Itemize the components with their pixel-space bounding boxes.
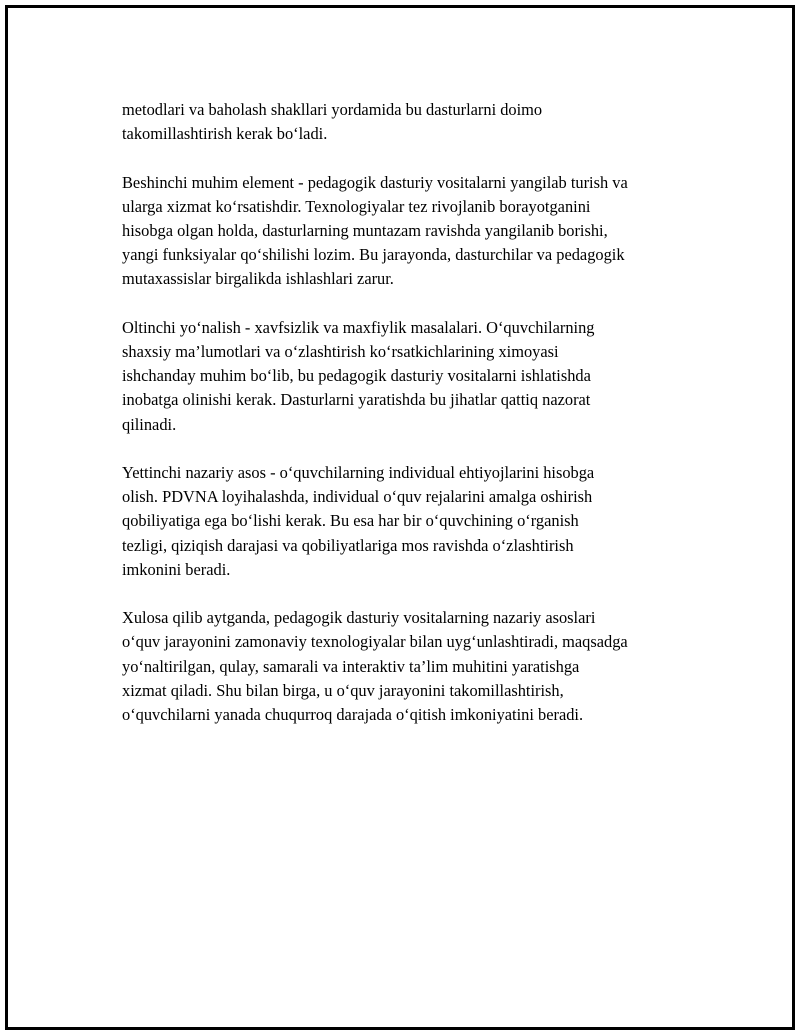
text-line: qilinadi. (122, 414, 177, 434)
text-line: metodlari va baholash shakllari yordamida bu dasturlarni doimo (122, 100, 543, 119)
text-line: mutaxassislar birgalikda ishlashlari zarur. (122, 269, 394, 289)
text-line: inobatga olinishi kerak. Dasturlarni yaratishda bu jihatlar qattiq nazorat (122, 390, 591, 410)
paragraph-seventh-basis (122, 461, 702, 582)
paragraph-methods-continuation (122, 98, 702, 146)
text-line: xizmat qiladi. Shu bilan birga, u o‘quv jarayonini takomillashtirish, (122, 680, 564, 700)
text-line: o‘quvchilarni yanada chuqurroq darajada o‘qitish imkoniyatini beradi. (122, 705, 584, 725)
text-line: qobiliyatiga ega bo‘lishi kerak. Bu esa har bir o‘quvchining o‘rganish (122, 511, 579, 531)
text-line: yangi funksiyalar qo‘shilishi lozim. Bu jarayonda, dasturchilar va pedagogik (122, 245, 625, 265)
text-line: Xulosa qilib aytganda, pedagogik dasturiy vositalarning nazariy asoslari (122, 608, 596, 628)
text-line: ularga xizmat ko‘rsatishdir. Texnologiyalar tez rivojlanib borayotganini (122, 196, 591, 216)
text-line: olish. PDVNA loyihalashda, individual o‘quv rejalarini amalga oshirish (122, 487, 593, 507)
text-line: Yettinchi nazariy asos - o‘quvchilarning individual ehtiyojlarini hisobga (122, 463, 595, 482)
text-line: o‘quv jarayonini zamonaviy texnologiyalar bilan uyg‘unlashtiradi, maqsadga (122, 632, 628, 652)
text-line: tezligi, qiziqish darajasi va qobiliyatlariga mos ravishda o‘zlashtirish (122, 535, 574, 555)
text-line: shaxsiy ma’lumotlari va o‘zlashtirish ko‘rsatkichlarining ximoyasi (122, 342, 559, 361)
paragraph-fifth-element (122, 171, 702, 292)
text-line: yo‘naltirilgan, qulay, samarali va interaktiv ta’lim muhitini yaratishga (122, 656, 580, 676)
text-line: ishchanday muhim bo‘lib, bu pedagogik dasturiy vositalarni ishlatishda (122, 366, 591, 386)
paragraph-sixth-direction (122, 316, 702, 437)
text-line: takomillashtirish kerak bo‘ladi. (122, 124, 328, 144)
paragraph-conclusion (122, 606, 702, 727)
text-line: Beshinchi muhim element - pedagogik dasturiy vositalarni yangilab turish va (122, 172, 628, 192)
text-line: imkonini beradi. (122, 559, 231, 579)
document-page (5, 5, 795, 1030)
text-line: Oltinchi yo‘nalish - xavfsizlik va maxfiylik masalalari. O‘quvchilarning (122, 317, 595, 337)
document-body (122, 98, 702, 751)
text-line: hisobga olgan holda, dasturlarning muntazam ravishda yangilanib borishi, (122, 221, 608, 240)
